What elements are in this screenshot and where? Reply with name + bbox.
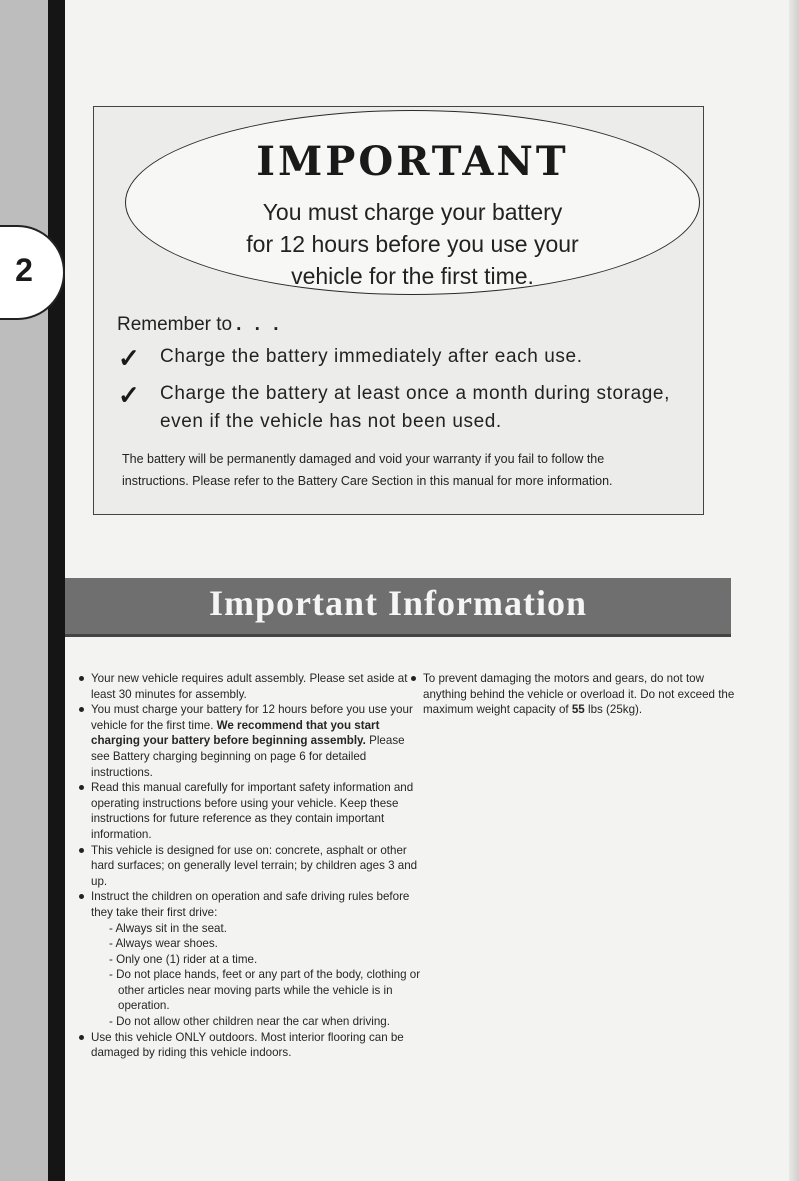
remember-heading (117, 314, 283, 336)
info-text: lbs (25kg). (588, 703, 643, 717)
remember-item-2-line-1: Charge the battery at least once a month during storage, (160, 383, 670, 404)
info-bullet: Instruct the children on operation and safe driving rules before they take their first drive: (78, 889, 423, 920)
info-title: Important Information (209, 583, 587, 623)
battery-warning-line-1: The battery will be permanently damaged and void your warranty if you fail to follow the (122, 452, 605, 466)
info-bullet: Your new vehicle requires adult assembly. Please set aside at least 30 minutes for assembly. (78, 671, 423, 702)
weight-value: 55 (571, 703, 585, 717)
info-bullet (78, 702, 423, 780)
checkmark-icon: ✓ (118, 343, 140, 373)
info-bullet: Read this manual carefully for important safety information and operating instructions before using your vehicle. Keep these instructions for future reference as they contain important information. (78, 780, 423, 842)
info-text: To prevent damaging the motors and gears, do not tow anything behind the vehicle or overload it. Do not exceed the maximum weight capacity of (423, 672, 735, 717)
info-bullet: Use this vehicle ONLY outdoors. Most interior flooring can be damaged by riding this vehicle indoors. (78, 1030, 423, 1061)
info-bullet: This vehicle is designed for use on: concrete, asphalt or other hard surfaces; on generally level terrain; by children ages 3 and up. (78, 843, 423, 890)
left-margin-band (0, 0, 48, 1181)
driving-rule: - Do not place hands, feet or any part of the body, clothing or other articles near moving parts while the vehicle is in operation. (109, 968, 421, 1013)
left-margin-stripe (48, 0, 65, 1181)
page-edge (789, 0, 799, 1181)
checkmark-icon: ✓ (118, 380, 140, 410)
remember-item-2-line-2: even if the vehicle has not been used. (160, 411, 502, 432)
remember-item-1: Charge the battery immediately after each use. (160, 346, 583, 367)
info-left-column (78, 671, 423, 1061)
info-text: Please see Battery charging beginning on page 6 for detailed instructions. (91, 734, 405, 779)
important-subtitle (125, 196, 700, 292)
battery-warning (122, 448, 697, 492)
info-emphasis: We recommend that you start charging your battery before beginning assembly. (91, 718, 380, 748)
remember-label: Remember to (117, 314, 233, 335)
important-line-1: You must charge your battery (262, 199, 563, 225)
battery-warning-line-2: instructions. Please refer to the Battery Care Section in this manual for more information. (122, 474, 613, 488)
driving-rule: - Always wear shoes. (109, 937, 218, 951)
driving-rule: - Always sit in the seat. (109, 921, 227, 935)
info-right-column (410, 671, 750, 718)
info-text: You must charge your battery for 12 hours before you use your vehicle for the first time. (91, 703, 413, 732)
important-title: IMPORTANT (256, 138, 569, 185)
remember-dots: . . . (236, 314, 283, 335)
info-bullet (410, 671, 750, 718)
important-line-2: for 12 hours before you use your (246, 231, 579, 257)
driving-rule: - Do not allow other children near the car when driving. (109, 1015, 390, 1029)
page-number: 2 (15, 252, 33, 288)
important-line-3: vehicle for the first time. (291, 263, 534, 289)
driving-rule: - Only one (1) rider at a time. (109, 952, 258, 966)
